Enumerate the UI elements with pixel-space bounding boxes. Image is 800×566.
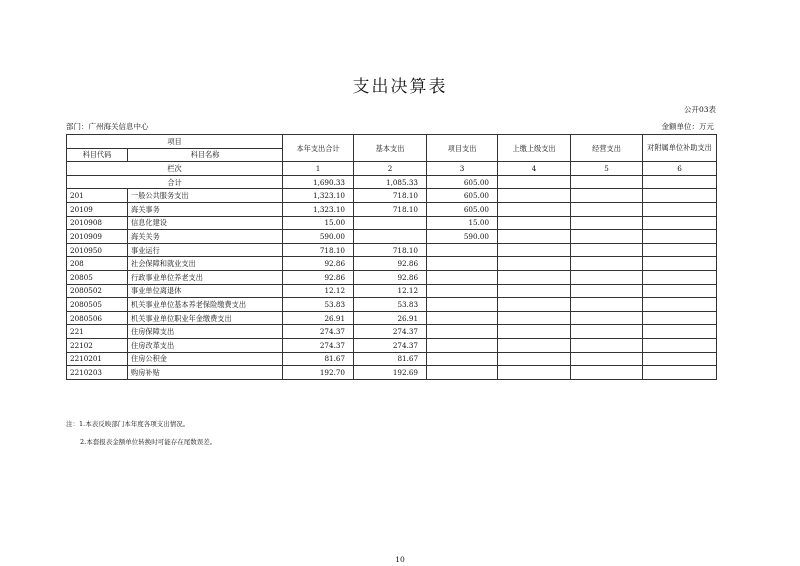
header-business: 经营支出: [571, 135, 643, 162]
form-number: 公开03表: [683, 105, 716, 114]
amount-cell: 274.37: [354, 325, 427, 339]
amount-cell: [427, 298, 498, 312]
amount-cell: 718.10: [283, 243, 354, 257]
table-row: [67, 189, 717, 203]
amount-cell: [498, 243, 571, 257]
amount-cell: [643, 325, 717, 339]
total-cell: [498, 175, 571, 189]
amount-cell: 274.37: [283, 325, 354, 339]
amount-cell: [354, 230, 427, 244]
column-index-cell: 5: [571, 162, 643, 176]
column-index-cell: 4: [498, 162, 571, 176]
header-total: 本年支出合计: [283, 135, 354, 162]
subject-code-cell: 221: [67, 325, 128, 339]
amount-cell: 26.91: [354, 311, 427, 325]
column-index-cell: 2: [354, 162, 427, 176]
table-row: [67, 325, 717, 339]
amount-cell: [354, 216, 427, 230]
header-subject-name: 科目名称: [128, 148, 283, 162]
amount-cell: [571, 257, 643, 271]
amount-cell: [643, 216, 717, 230]
header-project: 项目: [67, 135, 283, 149]
amount-cell: 15.00: [283, 216, 354, 230]
subject-name-cell: 住房保障支出: [128, 325, 283, 339]
table-row: [67, 298, 717, 312]
amount-cell: [643, 338, 717, 352]
header-superior: 上缴上级支出: [498, 135, 571, 162]
total-cell: 1,690.33: [283, 175, 354, 189]
amount-cell: [498, 270, 571, 284]
table-row: [67, 243, 717, 257]
subject-name-cell: 海关关务: [128, 230, 283, 244]
amount-cell: 26.91: [283, 311, 354, 325]
amount-cell: [571, 298, 643, 312]
amount-cell: [571, 230, 643, 244]
total-row: [67, 175, 717, 189]
column-index-row: [67, 162, 717, 176]
amount-unit-label: 金额单位：万元: [661, 122, 714, 131]
table-row: [67, 270, 717, 284]
amount-cell: 590.00: [283, 230, 354, 244]
column-index-label: 栏次: [67, 162, 283, 176]
subject-code-cell: 2080502: [67, 284, 128, 298]
table-row: [67, 311, 717, 325]
amount-cell: [498, 352, 571, 366]
amount-cell: [498, 311, 571, 325]
amount-cell: 718.10: [354, 202, 427, 216]
amount-cell: 15.00: [427, 216, 498, 230]
amount-cell: [643, 202, 717, 216]
subject-name-cell: 事业单位离退休: [128, 284, 283, 298]
amount-cell: 274.37: [283, 338, 354, 352]
header-project-expenditure: 项目支出: [427, 135, 498, 162]
amount-cell: [643, 230, 717, 244]
table-row: [67, 352, 717, 366]
amount-cell: 718.10: [354, 189, 427, 203]
amount-cell: [427, 270, 498, 284]
subject-code-cell: 208: [67, 257, 128, 271]
note-line: 2.本套报表金额单位转换时可能存在尾数误差。: [80, 438, 217, 446]
amount-cell: [571, 216, 643, 230]
subject-name-cell: 购房补贴: [128, 366, 283, 380]
subject-code-cell: 2080505: [67, 298, 128, 312]
table-row: [67, 338, 717, 352]
amount-cell: [643, 284, 717, 298]
subject-name-cell: 行政事业单位养老支出: [128, 270, 283, 284]
amount-cell: [571, 243, 643, 257]
amount-cell: 274.37: [354, 338, 427, 352]
department-label: 部门：广州海关信息中心: [66, 122, 149, 131]
table-row: [67, 366, 717, 380]
table-row: [67, 257, 717, 271]
column-index-cell: 1: [283, 162, 354, 176]
subject-name-cell: 社会保障和就业支出: [128, 257, 283, 271]
amount-cell: [571, 270, 643, 284]
amount-cell: 1,323.10: [283, 202, 354, 216]
amount-cell: 605.00: [427, 189, 498, 203]
amount-cell: 92.86: [354, 257, 427, 271]
amount-cell: [427, 311, 498, 325]
subject-name-cell: 事业运行: [128, 243, 283, 257]
subject-name-cell: 机关事业单位基本养老保险缴费支出: [128, 298, 283, 312]
subject-name-cell: 住房改革支出: [128, 338, 283, 352]
amount-cell: [498, 230, 571, 244]
amount-cell: [571, 366, 643, 380]
amount-cell: [427, 338, 498, 352]
subject-code-cell: 201: [67, 189, 128, 203]
subject-name-cell: 住房公积金: [128, 352, 283, 366]
subject-code-cell: 2210201: [67, 352, 128, 366]
subject-code-cell: 2010909: [67, 230, 128, 244]
column-index-cell: 6: [643, 162, 717, 176]
amount-cell: [571, 202, 643, 216]
table-row: [67, 216, 717, 230]
amount-cell: 590.00: [427, 230, 498, 244]
table-row: [67, 202, 717, 216]
amount-cell: [571, 352, 643, 366]
amount-cell: [643, 257, 717, 271]
total-cell: 1,085.33: [354, 175, 427, 189]
amount-cell: [571, 189, 643, 203]
expenditure-table: [66, 134, 717, 380]
amount-cell: 192.69: [354, 366, 427, 380]
amount-cell: [643, 189, 717, 203]
header-subsidy: 对附属单位补助支出: [643, 135, 717, 162]
header-row: [67, 135, 717, 149]
amount-cell: [571, 284, 643, 298]
subject-name-cell: 机关事业单位职业年金缴费支出: [128, 311, 283, 325]
amount-cell: [571, 338, 643, 352]
subject-name-cell: 信息化建设: [128, 216, 283, 230]
amount-cell: 605.00: [427, 202, 498, 216]
amount-cell: [643, 270, 717, 284]
amount-cell: [498, 325, 571, 339]
total-label: 合计: [67, 175, 283, 189]
header-subject-code: 科目代码: [67, 148, 128, 162]
amount-cell: [643, 243, 717, 257]
amount-cell: 81.67: [283, 352, 354, 366]
amount-cell: [571, 311, 643, 325]
subject-name-cell: 海关事务: [128, 202, 283, 216]
page-number: 10: [395, 555, 405, 564]
amount-cell: 92.86: [354, 270, 427, 284]
subject-code-cell: 2010908: [67, 216, 128, 230]
amount-cell: [498, 284, 571, 298]
amount-cell: [498, 189, 571, 203]
amount-cell: [498, 338, 571, 352]
amount-cell: 718.10: [354, 243, 427, 257]
total-cell: [643, 175, 717, 189]
subject-code-cell: 2010950: [67, 243, 128, 257]
amount-cell: [643, 298, 717, 312]
subject-code-cell: 22102: [67, 338, 128, 352]
amount-cell: [427, 243, 498, 257]
amount-cell: [427, 284, 498, 298]
subject-code-cell: 20109: [67, 202, 128, 216]
subject-name-cell: 一般公共服务支出: [128, 189, 283, 203]
amount-cell: 1,323.10: [283, 189, 354, 203]
amount-cell: [427, 257, 498, 271]
header-basic: 基本支出: [354, 135, 427, 162]
subject-code-cell: 20805: [67, 270, 128, 284]
amount-cell: 12.12: [354, 284, 427, 298]
amount-cell: [571, 325, 643, 339]
amount-cell: [498, 366, 571, 380]
amount-cell: [427, 352, 498, 366]
amount-cell: [643, 366, 717, 380]
amount-cell: [498, 216, 571, 230]
amount-cell: 192.70: [283, 366, 354, 380]
column-index-cell: 3: [427, 162, 498, 176]
amount-cell: 12.12: [283, 284, 354, 298]
amount-cell: [498, 202, 571, 216]
subject-code-cell: 2210203: [67, 366, 128, 380]
amount-cell: 81.67: [354, 352, 427, 366]
note-line: 注：1.本表反映部门本年度各项支出情况。: [66, 420, 190, 428]
amount-cell: 53.83: [283, 298, 354, 312]
amount-cell: [498, 298, 571, 312]
table-row: [67, 284, 717, 298]
subject-code-cell: 2080506: [67, 311, 128, 325]
amount-cell: [498, 257, 571, 271]
amount-cell: 92.86: [283, 257, 354, 271]
amount-cell: 92.86: [283, 270, 354, 284]
amount-cell: [427, 366, 498, 380]
amount-cell: [427, 325, 498, 339]
amount-cell: [643, 352, 717, 366]
document-title: 支出决算表: [352, 77, 448, 97]
amount-cell: [643, 311, 717, 325]
total-cell: 605.00: [427, 175, 498, 189]
table-row: [67, 230, 717, 244]
amount-cell: 53.83: [354, 298, 427, 312]
total-cell: [571, 175, 643, 189]
